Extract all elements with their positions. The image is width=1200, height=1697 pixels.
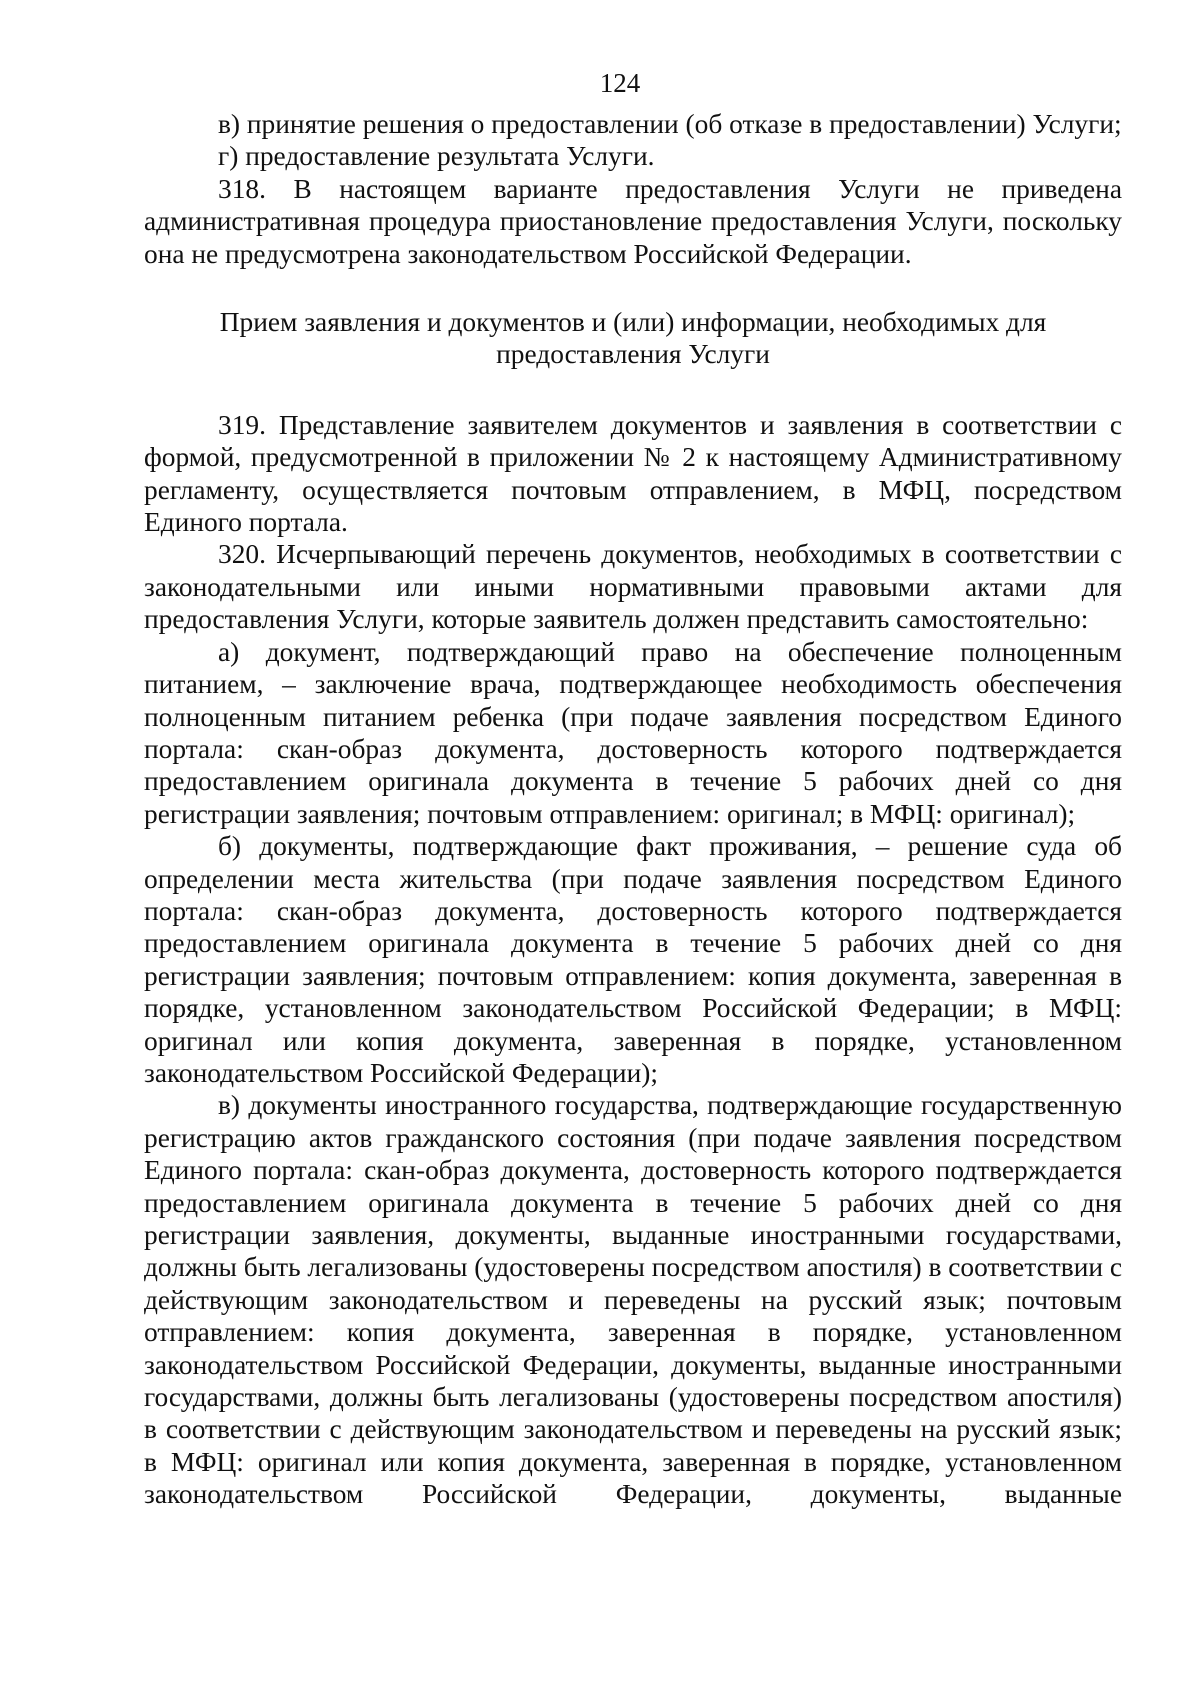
section-heading-line-1: Прием заявления и документов и (или) информации, необходимых для — [219, 307, 1047, 338]
section-heading — [144, 306, 1122, 371]
item-v-decision: в) принятие решения о предоставлении (об отказе в предоставлении) Услуги; — [218, 109, 1122, 139]
section-heading-line-2: предоставления Услуги — [496, 339, 770, 370]
item-g-result: г) предоставление результата Услуги. — [218, 141, 655, 172]
item-b-residence-documents: б) документы, подтверждающие факт проживания, – решение суда об определении места жительства (при подаче заявления посредством Единого портала: скан-образ документа, достоверность которого подтверждается предоставлением оригинала документа в течение 5 рабочих дней со дня регистрации заявления; почтовым отправлением: копия документа, заверенная в порядке, установленном законодательством Российской Федерации; в МФЦ: оригинал или копия документа, заверенная в порядке, установленном законодательством Российской Федерации); — [144, 831, 1122, 1088]
item-v-foreign-documents: в) документы иностранного государства, подтверждающие государственную регистрацию актов гражданского состояния (при подаче заявления посредством Единого портала: скан-образ документа, достоверность которого подтверждается предоставлением оригинала документа в течение 5 рабочих дней со дня регистрации заявления, документы, выданные иностранными государствами, должны быть легализованы (удостоверены посредством апостиля) в соответствии с действующим законодательством и переведены на русский язык; почтовым отправлением: копия документа, заверенная в порядке, установленном законодательством Российской Федерации, документы, выданные иностранными государствами, должны быть легализованы (удостоверены посредством апостиля) в соответствии с действующим законодательством и переведены на русский язык; в МФЦ: оригинал или копия документа, заверенная в порядке, установленном законодательством Российской Федерации, документы, выданные — [144, 1090, 1123, 1510]
item-a-medical-conclusion: а) документ, подтверждающий право на обеспечение полноценным питанием, – заключение врача, подтверждающее необходимость обеспечения полноценным питанием ребенка (при подаче заявления посредством Единого портала: скан-образ документа, достоверность которого подтверждается предоставлением оригинала документа в течение 5 рабочих дней со дня регистрации заявления; почтовым отправлением: оригинал; в МФЦ: оригинал); — [144, 636, 1122, 829]
paragraph-319: 319. Представление заявителем документов и заявления в соответствии с формой, предусмотренной в приложении № 2 к настоящему Административному регламенту, осуществляется почтовым отправлением, в МФЦ, посредством Единого портала. — [144, 409, 1122, 538]
page-number: 124 — [599, 68, 641, 98]
paragraph-320: 320. Исчерпывающий перечень документов, необходимых в соответствии с законодательными или иными нормативными правовыми актами для предоставления Услуги, которые заявитель должен представить самостоятельно: — [144, 539, 1122, 635]
document-body — [144, 108, 1122, 1511]
paragraph-318: 318. В настоящем варианте предоставления Услуги не приведена административная процедура приостановление предоставления Услуги, поскольку она не предусмотрена законодательством Российской Федерации. — [144, 173, 1122, 269]
